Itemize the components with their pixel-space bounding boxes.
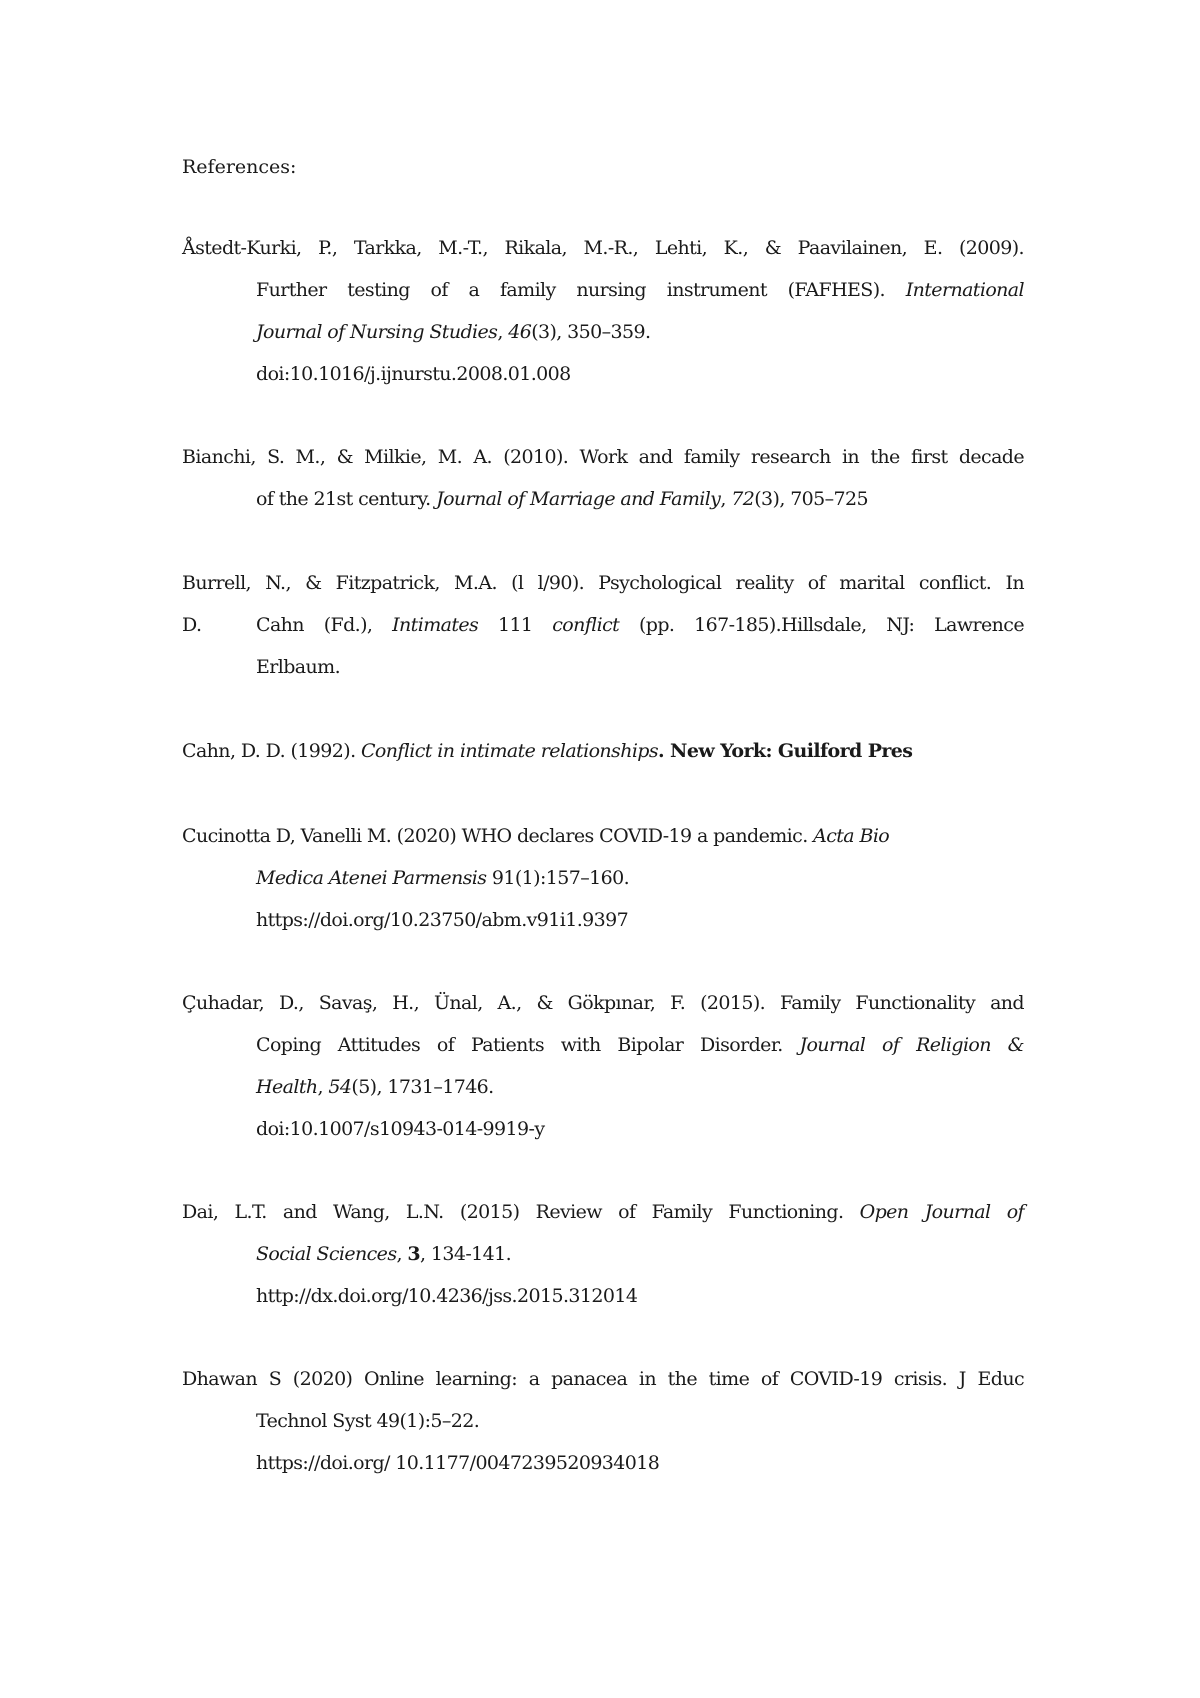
journal-title: Journal of Nursing Studies	[256, 321, 498, 343]
journal-title: Medica Atenei Parmensis	[256, 867, 487, 889]
reference-line: Burrell, N., & Fitzpatrick, M.A. (l l/90). Psychological reality of marital conflict. In	[182, 572, 1024, 594]
doi-line: doi:10.1007/s10943-014-9919-y	[256, 1118, 545, 1140]
reference-text: Dai, L.T. and Wang, L.N. (2015) Review of Family Functioning.	[182, 1201, 844, 1223]
reference-text: (pp. 167-185).Hillsdale, NJ: Lawrence	[638, 614, 1024, 636]
reference-line: Bianchi, S. M., & Milkie, M. A. (2010). Work and family research in the first decade	[182, 446, 1024, 468]
reference-text: Coping Attitudes of Patients with Bipolar Disorder.	[256, 1034, 783, 1056]
book-title: Intimates	[392, 614, 479, 636]
reference-line: of the 21st century. Journal of Marriage and Family, 72(3), 705–725	[256, 488, 869, 510]
journal-title: Journal of Religion &	[799, 1034, 1024, 1056]
journal-title: Journal of Marriage and Family	[436, 488, 721, 510]
volume: 72	[731, 488, 755, 510]
doi-line: https://doi.org/10.23750/abm.v91i1.9397	[256, 909, 629, 931]
reference-line: Social Sciences, 3, 134-141.	[256, 1243, 512, 1265]
pages: (5), 1731–1746.	[351, 1076, 494, 1098]
reference-line	[182, 1191, 1024, 1233]
volume: 3	[407, 1243, 420, 1265]
reference-line	[182, 604, 1024, 646]
reference-text: of the 21st century.	[256, 488, 431, 510]
book-title: Conflict in intimate relationships	[360, 740, 659, 762]
doi-line: doi:10.1016/j.ijnurstu.2008.01.008	[256, 363, 571, 385]
publisher: . New York: Guilford Pres	[658, 740, 913, 762]
reference-text: Cucinotta D, Vanelli M. (2020) WHO declares COVID-19 a pandemic.	[182, 825, 808, 847]
pages: 91(1):157–160.	[491, 867, 630, 889]
reference-entry	[182, 436, 1024, 520]
reference-entry	[182, 815, 1024, 941]
doi-line: https://doi.org/ 10.1177/0047239520934018	[256, 1452, 660, 1474]
journal-title: Social Sciences	[256, 1243, 397, 1265]
journal-title: Open Journal of	[859, 1201, 1024, 1223]
references-heading: References:	[182, 156, 297, 178]
reference-entry	[182, 730, 1024, 772]
reference-text: D.	[182, 614, 202, 636]
journal-title: Acta Bio	[813, 825, 890, 847]
doi-line: http://dx.doi.org/10.4236/jss.2015.312014	[256, 1285, 638, 1307]
volume: 46	[508, 321, 532, 343]
reference-entry	[182, 562, 1024, 688]
reference-line	[182, 269, 1024, 311]
reference-line: Çuhadar, D., Savaş, H., Ünal, A., & Gökpınar, F. (2015). Family Functionality and	[182, 992, 1024, 1014]
pages: (3), 705–725	[754, 488, 869, 510]
journal-title: International	[905, 279, 1024, 301]
book-title: conflict	[552, 614, 620, 636]
volume: 54	[328, 1076, 352, 1098]
reference-entry	[182, 982, 1024, 1150]
reference-line: Journal of Nursing Studies, 46(3), 350–359.	[256, 321, 651, 343]
reference-line: Health, 54(5), 1731–1746.	[256, 1076, 494, 1098]
reference-line: Erlbaum.	[256, 656, 341, 678]
reference-line	[182, 815, 1024, 857]
reference-line	[182, 857, 1024, 899]
reference-text: Further testing of a family nursing instrument (FAFHES).	[256, 279, 885, 301]
reference-line: Technol Syst 49(1):5–22.	[256, 1410, 480, 1432]
pages: (3), 350–359.	[531, 321, 651, 343]
reference-text: Cahn (Fd.),	[256, 614, 373, 636]
reference-entry	[182, 1358, 1024, 1484]
reference-text: 111	[497, 614, 533, 636]
journal-title: Health	[256, 1076, 318, 1098]
reference-line: Åstedt-Kurki, P., Tarkka, M.-T., Rikala, M.-R., Lehti, K., & Paavilainen, E. (2009).	[182, 237, 1024, 259]
reference-entry	[182, 1191, 1024, 1317]
pages: , 134-141.	[419, 1243, 512, 1265]
reference-line	[182, 730, 1024, 772]
reference-line	[182, 1024, 1024, 1066]
reference-entry	[182, 227, 1024, 395]
reference-line: Dhawan S (2020) Online learning: a panacea in the time of COVID-19 crisis. J Educ	[182, 1368, 1024, 1390]
reference-text: Cahn, D. D. (1992).	[182, 740, 356, 762]
